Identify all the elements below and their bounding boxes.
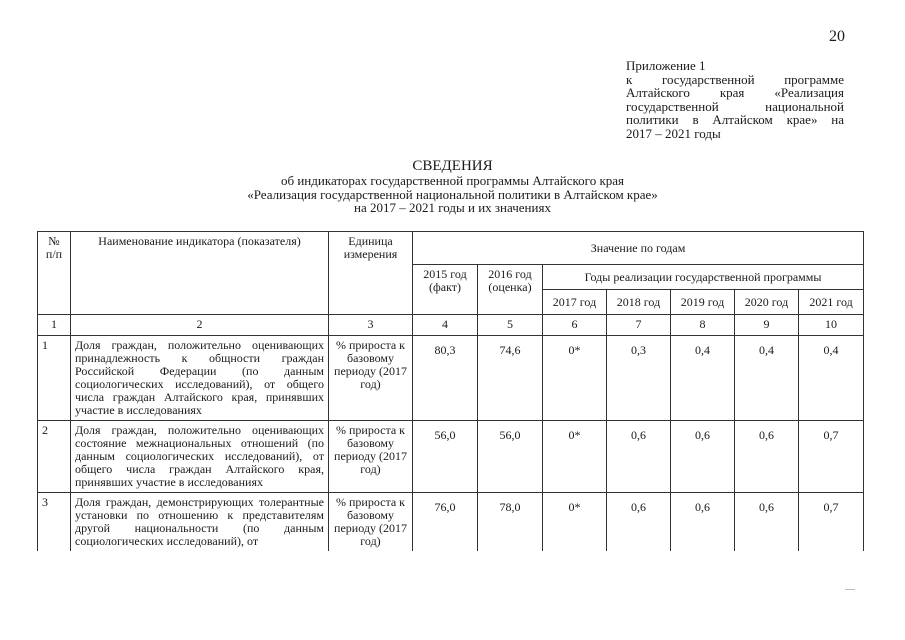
header-unit: Единица измерения (329, 232, 413, 315)
header-values-by-year: Значение по годам (413, 232, 864, 265)
header-2019: 2019 год (671, 290, 735, 315)
indicator-unit: % прироста к базовому периоду (2017 год) (329, 493, 413, 552)
header-row (38, 232, 864, 265)
indicator-name: Доля граждан, положительно оценивающих состояние межнациональных отношений (по данным социологических исследований), от общего числа граждан Алтайского края, принявших участие в исследованиях (71, 421, 329, 493)
table-row (38, 493, 864, 552)
scan-mark (845, 589, 855, 590)
value-2016: 74,6 (478, 336, 543, 421)
header-2015: 2015 год (факт) (413, 265, 478, 315)
value-2016: 56,0 (478, 421, 543, 493)
column-number-row (38, 315, 864, 336)
column-number: 3 (329, 315, 413, 336)
table-row (38, 421, 864, 493)
heading-line: об индикаторах государственной программы Алтайского края (280, 173, 625, 188)
appendix-line: государственной национальной (626, 98, 844, 114)
value-2019: 0,4 (671, 336, 735, 421)
column-number: 9 (735, 315, 799, 336)
value-2021: 0,7 (799, 493, 864, 552)
header-program-years: Годы реализации государственной программы (543, 265, 864, 290)
header-num: № п/п (38, 232, 71, 315)
column-number: 5 (478, 315, 543, 336)
table-row (38, 336, 864, 421)
value-2019: 0,6 (671, 493, 735, 552)
value-2020: 0,4 (735, 336, 799, 421)
value-2018: 0,6 (607, 493, 671, 552)
value-2018: 0,3 (607, 336, 671, 421)
value-2017: 0* (543, 493, 607, 552)
value-2018: 0,6 (607, 421, 671, 493)
column-number: 1 (38, 315, 71, 336)
header-2018: 2018 год (607, 290, 671, 315)
value-2015: 56,0 (413, 421, 478, 493)
indicator-name: Доля граждан, положительно оценивающих принадлежность к общности граждан Российской Федерации (по данным социологических исследований), от общего числа граждан Алтайского края, принявших участие в исследованиях (71, 336, 329, 421)
indicator-unit: % прироста к базовому периоду (2017 год) (329, 421, 413, 493)
appendix-line: 2017 – 2021 годы (626, 125, 721, 141)
value-2019: 0,6 (671, 421, 735, 493)
appendix-line: Приложение 1 (626, 58, 706, 73)
value-2017: 0* (543, 421, 607, 493)
column-number: 10 (799, 315, 864, 336)
heading-line: «Реализация государственной национальной политики в Алтайском крае» (247, 186, 658, 202)
appendix-block (626, 59, 844, 140)
appendix-line: к государственной программе (626, 71, 844, 87)
column-number: 6 (543, 315, 607, 336)
indicators-table (37, 231, 864, 551)
column-number: 7 (607, 315, 671, 336)
row-num: 3 (38, 493, 71, 552)
value-2017: 0* (543, 336, 607, 421)
column-number: 4 (413, 315, 478, 336)
value-2016: 78,0 (478, 493, 543, 552)
page-number: 20 (829, 28, 845, 45)
document-heading (0, 158, 905, 215)
appendix-line: Алтайского края «Реализация (626, 85, 844, 100)
column-number: 8 (671, 315, 735, 336)
heading-line: на 2017 – 2021 годы и их значениях (354, 200, 551, 215)
indicator-name: Доля граждан, демонстрирующих толерантные установки по отношению к представителям другой национальности (по данным социологических исследований), от (71, 493, 329, 552)
header-2016: 2016 год (оценка) (478, 265, 543, 315)
indicator-unit: % прироста к базовому периоду (2017 год) (329, 336, 413, 421)
column-number: 2 (71, 315, 329, 336)
value-2021: 0,4 (799, 336, 864, 421)
header-2021: 2021 год (799, 290, 864, 315)
value-2021: 0,7 (799, 421, 864, 493)
header-name: Наименование индикатора (показателя) (71, 232, 329, 315)
value-2015: 76,0 (413, 493, 478, 552)
value-2015: 80,3 (413, 336, 478, 421)
appendix-line: политики в Алтайском крае» на (626, 112, 844, 127)
header-2020: 2020 год (735, 290, 799, 315)
value-2020: 0,6 (735, 421, 799, 493)
header-2017: 2017 год (543, 290, 607, 315)
row-num: 2 (38, 421, 71, 493)
document-title: СВЕДЕНИЯ (412, 158, 493, 174)
row-num: 1 (38, 336, 71, 421)
value-2020: 0,6 (735, 493, 799, 552)
